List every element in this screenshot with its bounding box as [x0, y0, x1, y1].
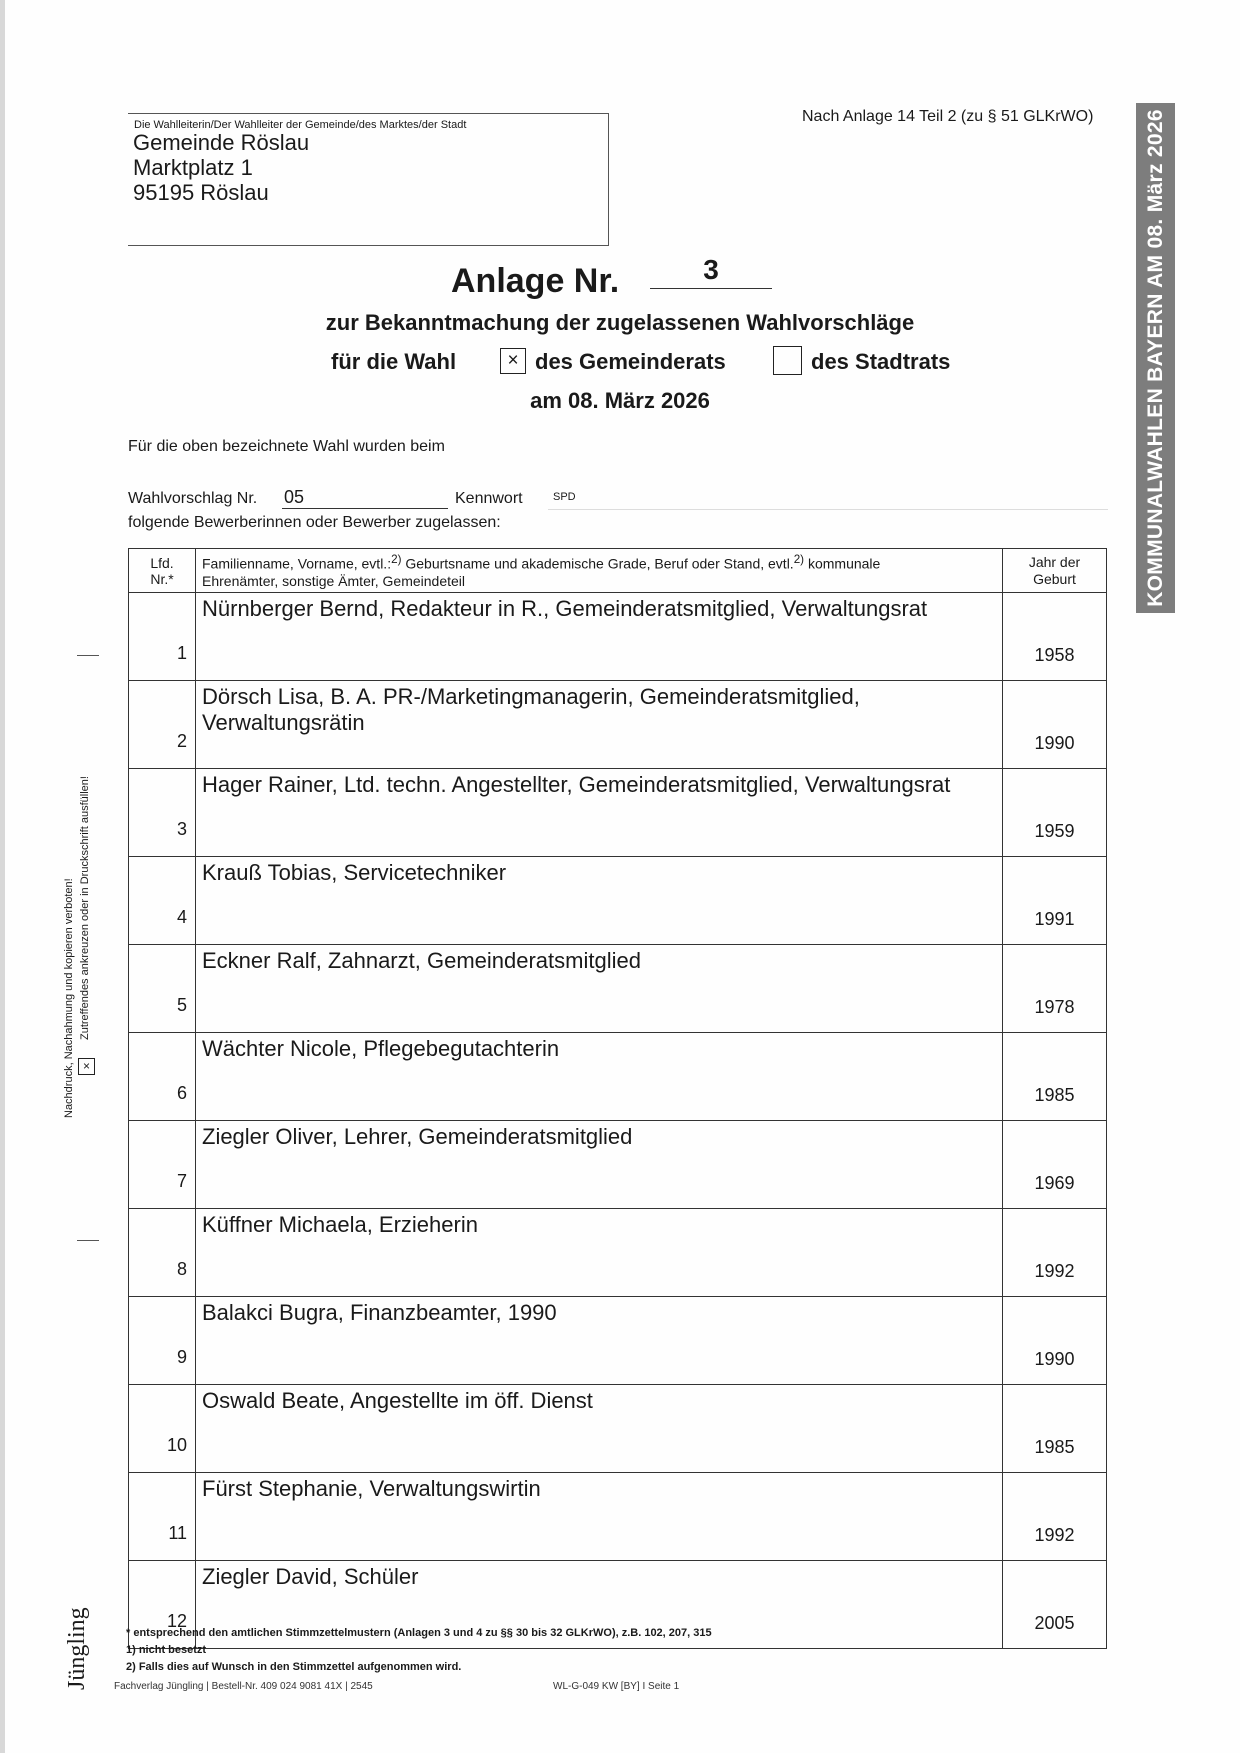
birth-year-cell	[1003, 1209, 1107, 1297]
birth-year: 1985	[1034, 1437, 1075, 1457]
candidate-details: Nürnberger Bernd, Redakteur in R., Gemeinderatsmitglied, Verwaltungsrat	[196, 593, 1003, 681]
table-row	[129, 593, 1107, 681]
header-name	[196, 549, 1003, 593]
header-name-part3: kommunale	[804, 555, 881, 572]
birth-year-cell	[1003, 593, 1107, 681]
row-number: 5	[176, 995, 187, 1015]
proposal-number: 05	[282, 487, 448, 509]
row-number: 2	[176, 731, 187, 751]
row-number-cell	[129, 945, 196, 1033]
keyword-line	[548, 509, 1108, 510]
birth-year-cell	[1003, 1033, 1107, 1121]
table-row	[129, 945, 1107, 1033]
candidate-details: Ziegler Oliver, Lehrer, Gemeinderatsmitglied	[196, 1121, 1003, 1209]
scan-edge	[0, 0, 5, 1753]
candidate-details: Wächter Nicole, Pflegebegutachterin	[196, 1033, 1003, 1121]
birth-year: 1992	[1034, 1261, 1075, 1281]
birth-year-cell	[1003, 1561, 1107, 1649]
header-name-part2: Geburtsname und akademische Grade, Beruf oder Stand, evtl.	[401, 555, 794, 572]
checkbox-stadtrat[interactable]	[773, 346, 802, 375]
table-header-row	[129, 549, 1107, 593]
footnote-2: 2) Falls dies auf Wunsch in den Stimmzettel aufgenommen wird.	[126, 1661, 462, 1673]
page-title: Anlage Nr.	[451, 262, 620, 300]
birth-year: 1959	[1034, 821, 1075, 841]
publisher-info: Fachverlag Jüngling | Bestell-Nr. 409 024 9081 41X | 2545	[114, 1681, 373, 1692]
fold-mark-top	[77, 655, 99, 656]
address-line-3: 95195 Röslau	[133, 180, 269, 205]
authority-label: Die Wahlleiterin/Der Wahlleiter der Gemeinde/des Marktes/der Stadt	[134, 119, 467, 131]
header-year-1: Jahr der	[1028, 553, 1081, 570]
option-gemeinderat-label: des Gemeinderats	[535, 349, 726, 374]
form-reference: Nach Anlage 14 Teil 2 (zu § 51 GLKrWO)	[802, 108, 1094, 125]
birth-year-cell	[1003, 769, 1107, 857]
election-date: am 08. März 2026	[530, 388, 710, 413]
birth-year: 1990	[1034, 1349, 1075, 1369]
table-row	[129, 769, 1107, 857]
candidate-details: Küffner Michaela, Erzieherin	[196, 1209, 1003, 1297]
row-number-cell	[129, 857, 196, 945]
row-number-cell	[129, 593, 196, 681]
option-stadtrat-label: des Stadtrats	[811, 349, 951, 374]
row-number-cell	[129, 769, 196, 857]
table-row	[129, 1473, 1107, 1561]
proposal-label: Wahlvorschlag Nr.	[128, 490, 258, 507]
birth-year: 1992	[1034, 1525, 1075, 1545]
row-number: 9	[176, 1347, 187, 1367]
table-row	[129, 857, 1107, 945]
birth-year: 2005	[1034, 1613, 1075, 1633]
header-name-part4: Ehrenämter, sonstige Ämter, Gemeindeteil	[202, 572, 466, 589]
row-number-cell	[129, 1209, 196, 1297]
birth-year: 1991	[1034, 909, 1075, 929]
header-nr: Nr.*	[150, 570, 174, 587]
row-number-cell	[129, 1121, 196, 1209]
birth-year: 1958	[1034, 645, 1075, 665]
candidate-details: Oswald Beate, Angestellte im öff. Dienst	[196, 1385, 1003, 1473]
row-number: 4	[176, 907, 187, 927]
birth-year: 1969	[1034, 1173, 1075, 1193]
header-year-2: Geburt	[1033, 570, 1076, 587]
candidate-details: Eckner Ralf, Zahnarzt, Gemeinderatsmitglied	[196, 945, 1003, 1033]
birth-year-cell	[1003, 857, 1107, 945]
header-name-part1: Familienname, Vorname, evtl.:	[202, 555, 392, 572]
birth-year-cell	[1003, 945, 1107, 1033]
copyright-note: Nachdruck, Nachahmung und kopieren verboten!	[63, 878, 75, 1118]
row-number: 6	[176, 1083, 187, 1103]
checkbox-gemeinderat[interactable]: ×	[500, 348, 526, 374]
table-row	[129, 1297, 1107, 1385]
candidate-details: Krauß Tobias, Servicetechniker	[196, 857, 1003, 945]
header-lfd: Lfd.	[150, 554, 174, 571]
table-row	[129, 1121, 1107, 1209]
publisher-logo	[64, 1600, 94, 1690]
row-number: 7	[176, 1171, 187, 1191]
footnote-star: * entsprechend den amtlichen Stimmzettelmustern (Anlagen 3 und 4 zu §§ 30 bis 32 GLKrWO), z.B. 102, 207, 315	[126, 1627, 712, 1639]
table-row	[129, 681, 1107, 769]
address-line-1: Gemeinde Röslau	[133, 130, 310, 155]
intro-text: Für die oben bezeichnete Wahl wurden beim	[128, 438, 445, 455]
row-number: 1	[176, 643, 187, 663]
row-number-cell	[129, 1385, 196, 1473]
election-prefix: für die Wahl	[331, 349, 457, 374]
footnote-1: 1) nicht besetzt	[126, 1644, 207, 1656]
side-checkbox: ×	[78, 1058, 95, 1075]
row-number-cell	[129, 1473, 196, 1561]
address-line-2: Marktplatz 1	[133, 155, 253, 180]
birth-year: 1978	[1034, 997, 1075, 1017]
table-row	[129, 1209, 1107, 1297]
candidate-details: Hager Rainer, Ltd. techn. Angestellter, Gemeinderatsmitglied, Verwaltungsrat	[196, 769, 1003, 857]
birth-year-cell	[1003, 1121, 1107, 1209]
birth-year-cell	[1003, 1473, 1107, 1561]
row-number-cell	[129, 1297, 196, 1385]
row-number-cell	[129, 681, 196, 769]
publisher-logo-text: Jüngling	[64, 1607, 90, 1690]
birth-year: 1985	[1034, 1085, 1075, 1105]
table-row	[129, 1385, 1107, 1473]
candidate-details: Ziegler David, Schüler	[196, 1561, 1003, 1649]
subtitle: zur Bekanntmachung der zugelassenen Wahlvorschläge	[325, 310, 915, 335]
candidate-details: Balakci Bugra, Finanzbeamter, 1990	[196, 1297, 1003, 1385]
fold-mark-bottom	[77, 1240, 99, 1241]
table-row	[129, 1033, 1107, 1121]
row-number: 10	[166, 1435, 187, 1455]
side-banner	[1136, 103, 1175, 613]
form-code: WL-G-049 KW [BY] I Seite 1	[553, 1681, 680, 1692]
birth-year-cell	[1003, 681, 1107, 769]
candidate-details: Fürst Stephanie, Verwaltungswirtin	[196, 1473, 1003, 1561]
birth-year: 1990	[1034, 733, 1075, 753]
fill-instruction-note: Zutreffendes ankreuzen oder in Druckschrift ausfüllen!	[79, 776, 91, 1040]
annex-number: 3	[650, 254, 772, 289]
footnote-ref-2b: 2)	[793, 553, 805, 567]
side-banner-text: KOMMUNALWAHLEN BAYERN AM 08. März 2026	[1143, 109, 1167, 607]
row-number: 8	[176, 1259, 187, 1279]
birth-year-cell	[1003, 1297, 1107, 1385]
candidate-table	[128, 548, 1107, 1649]
row-number: 11	[168, 1523, 187, 1543]
candidate-details: Dörsch Lisa, B. A. PR-/Marketingmanagerin, Gemeinderatsmitglied, Verwaltungsrätin	[196, 681, 1003, 769]
keyword-label: Kennwort	[455, 490, 523, 507]
header-lfd-nr	[129, 549, 196, 593]
keyword-value: SPD	[553, 491, 576, 503]
row-number-cell	[129, 1033, 196, 1121]
footnote-ref-2: 2)	[391, 553, 402, 567]
row-number: 3	[176, 819, 187, 839]
header-year	[1003, 549, 1107, 593]
candidates-text: folgende Bewerberinnen oder Bewerber zugelassen:	[128, 514, 501, 531]
birth-year-cell	[1003, 1385, 1107, 1473]
row-number: 12	[166, 1611, 187, 1631]
